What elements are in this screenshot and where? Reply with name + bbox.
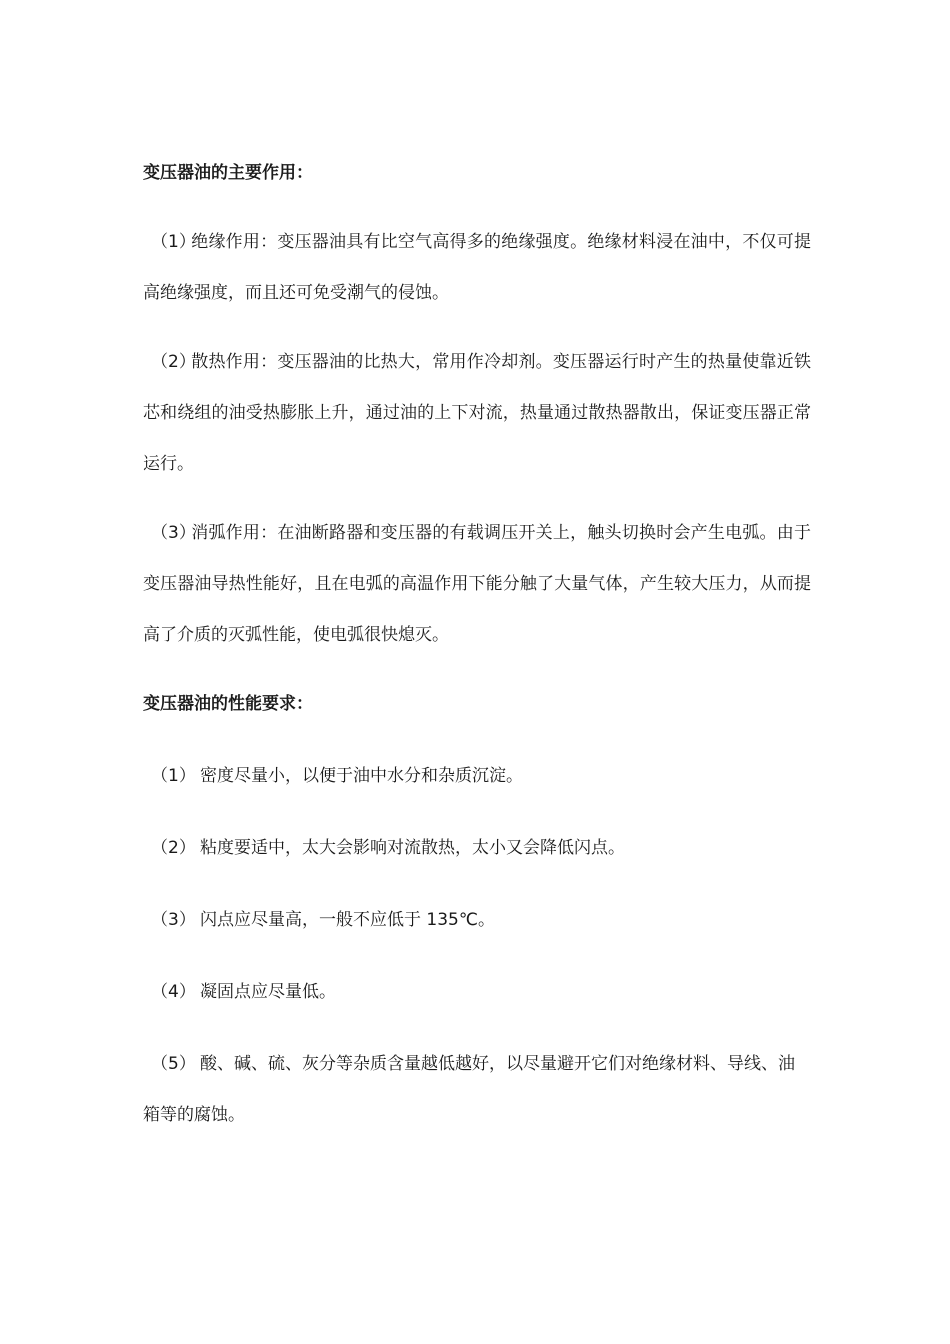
item-text: 绝缘作用：变压器油具有比空气高得多的绝缘强度。绝缘材料浸在油中，不仅可提高绝缘强度，而且还可免受潮气的侵蚀。 (143, 232, 811, 303)
requirement-item-impurities (143, 1039, 811, 1141)
item-text: 密度尽量小，以便于油中水分和杂质沉淀。 (200, 766, 523, 786)
item-number: （2） (151, 352, 196, 372)
item-text: 闪点应尽量高，一般不应低于 135℃。 (200, 910, 495, 930)
item-text: 消弧作用：在油断路器和变压器的有载调压开关上，触头切换时会产生电弧。由于变压器油导热性能好，且在电弧的高温作用下能分触了大量气体，产生较大压力，从而提高了介质的灭弧性能，使电弧很快熄灭。 (143, 523, 811, 645)
item-number: （1） (151, 766, 196, 786)
item-number: （3） (151, 910, 196, 930)
function-item-insulation (143, 217, 811, 319)
function-item-arc-quenching (143, 508, 811, 661)
item-number: （5） (151, 1054, 196, 1074)
item-number: （2） (151, 838, 196, 858)
requirement-item-density (143, 751, 811, 802)
item-text: 粘度要适中，太大会影响对流散热，太小又会降低闪点。 (200, 838, 625, 858)
item-text: 凝固点应尽量低。 (200, 982, 336, 1002)
function-item-cooling (143, 337, 811, 490)
item-text: 散热作用：变压器油的比热大，常用作冷却剂。变压器运行时产生的热量使靠近铁芯和绕组的油受热膨胀上升，通过油的上下对流，热量通过散热器散出，保证变压器正常运行。 (143, 352, 811, 474)
item-text: 酸、碱、硫、灰分等杂质含量越低越好，以尽量避开它们对绝缘材料、导线、油箱等的腐蚀。 (143, 1054, 795, 1125)
section-heading-functions: 变压器油的主要作用： (143, 163, 313, 183)
item-number: （1） (151, 232, 196, 252)
item-number: （3） (151, 523, 196, 543)
item-number: （4） (151, 982, 196, 1002)
section-heading-requirements: 变压器油的性能要求： (143, 694, 313, 714)
document-page (143, 148, 811, 1141)
requirement-item-viscosity (143, 823, 811, 874)
requirement-item-freezing-point (143, 967, 811, 1018)
requirement-item-flash-point (143, 895, 811, 946)
